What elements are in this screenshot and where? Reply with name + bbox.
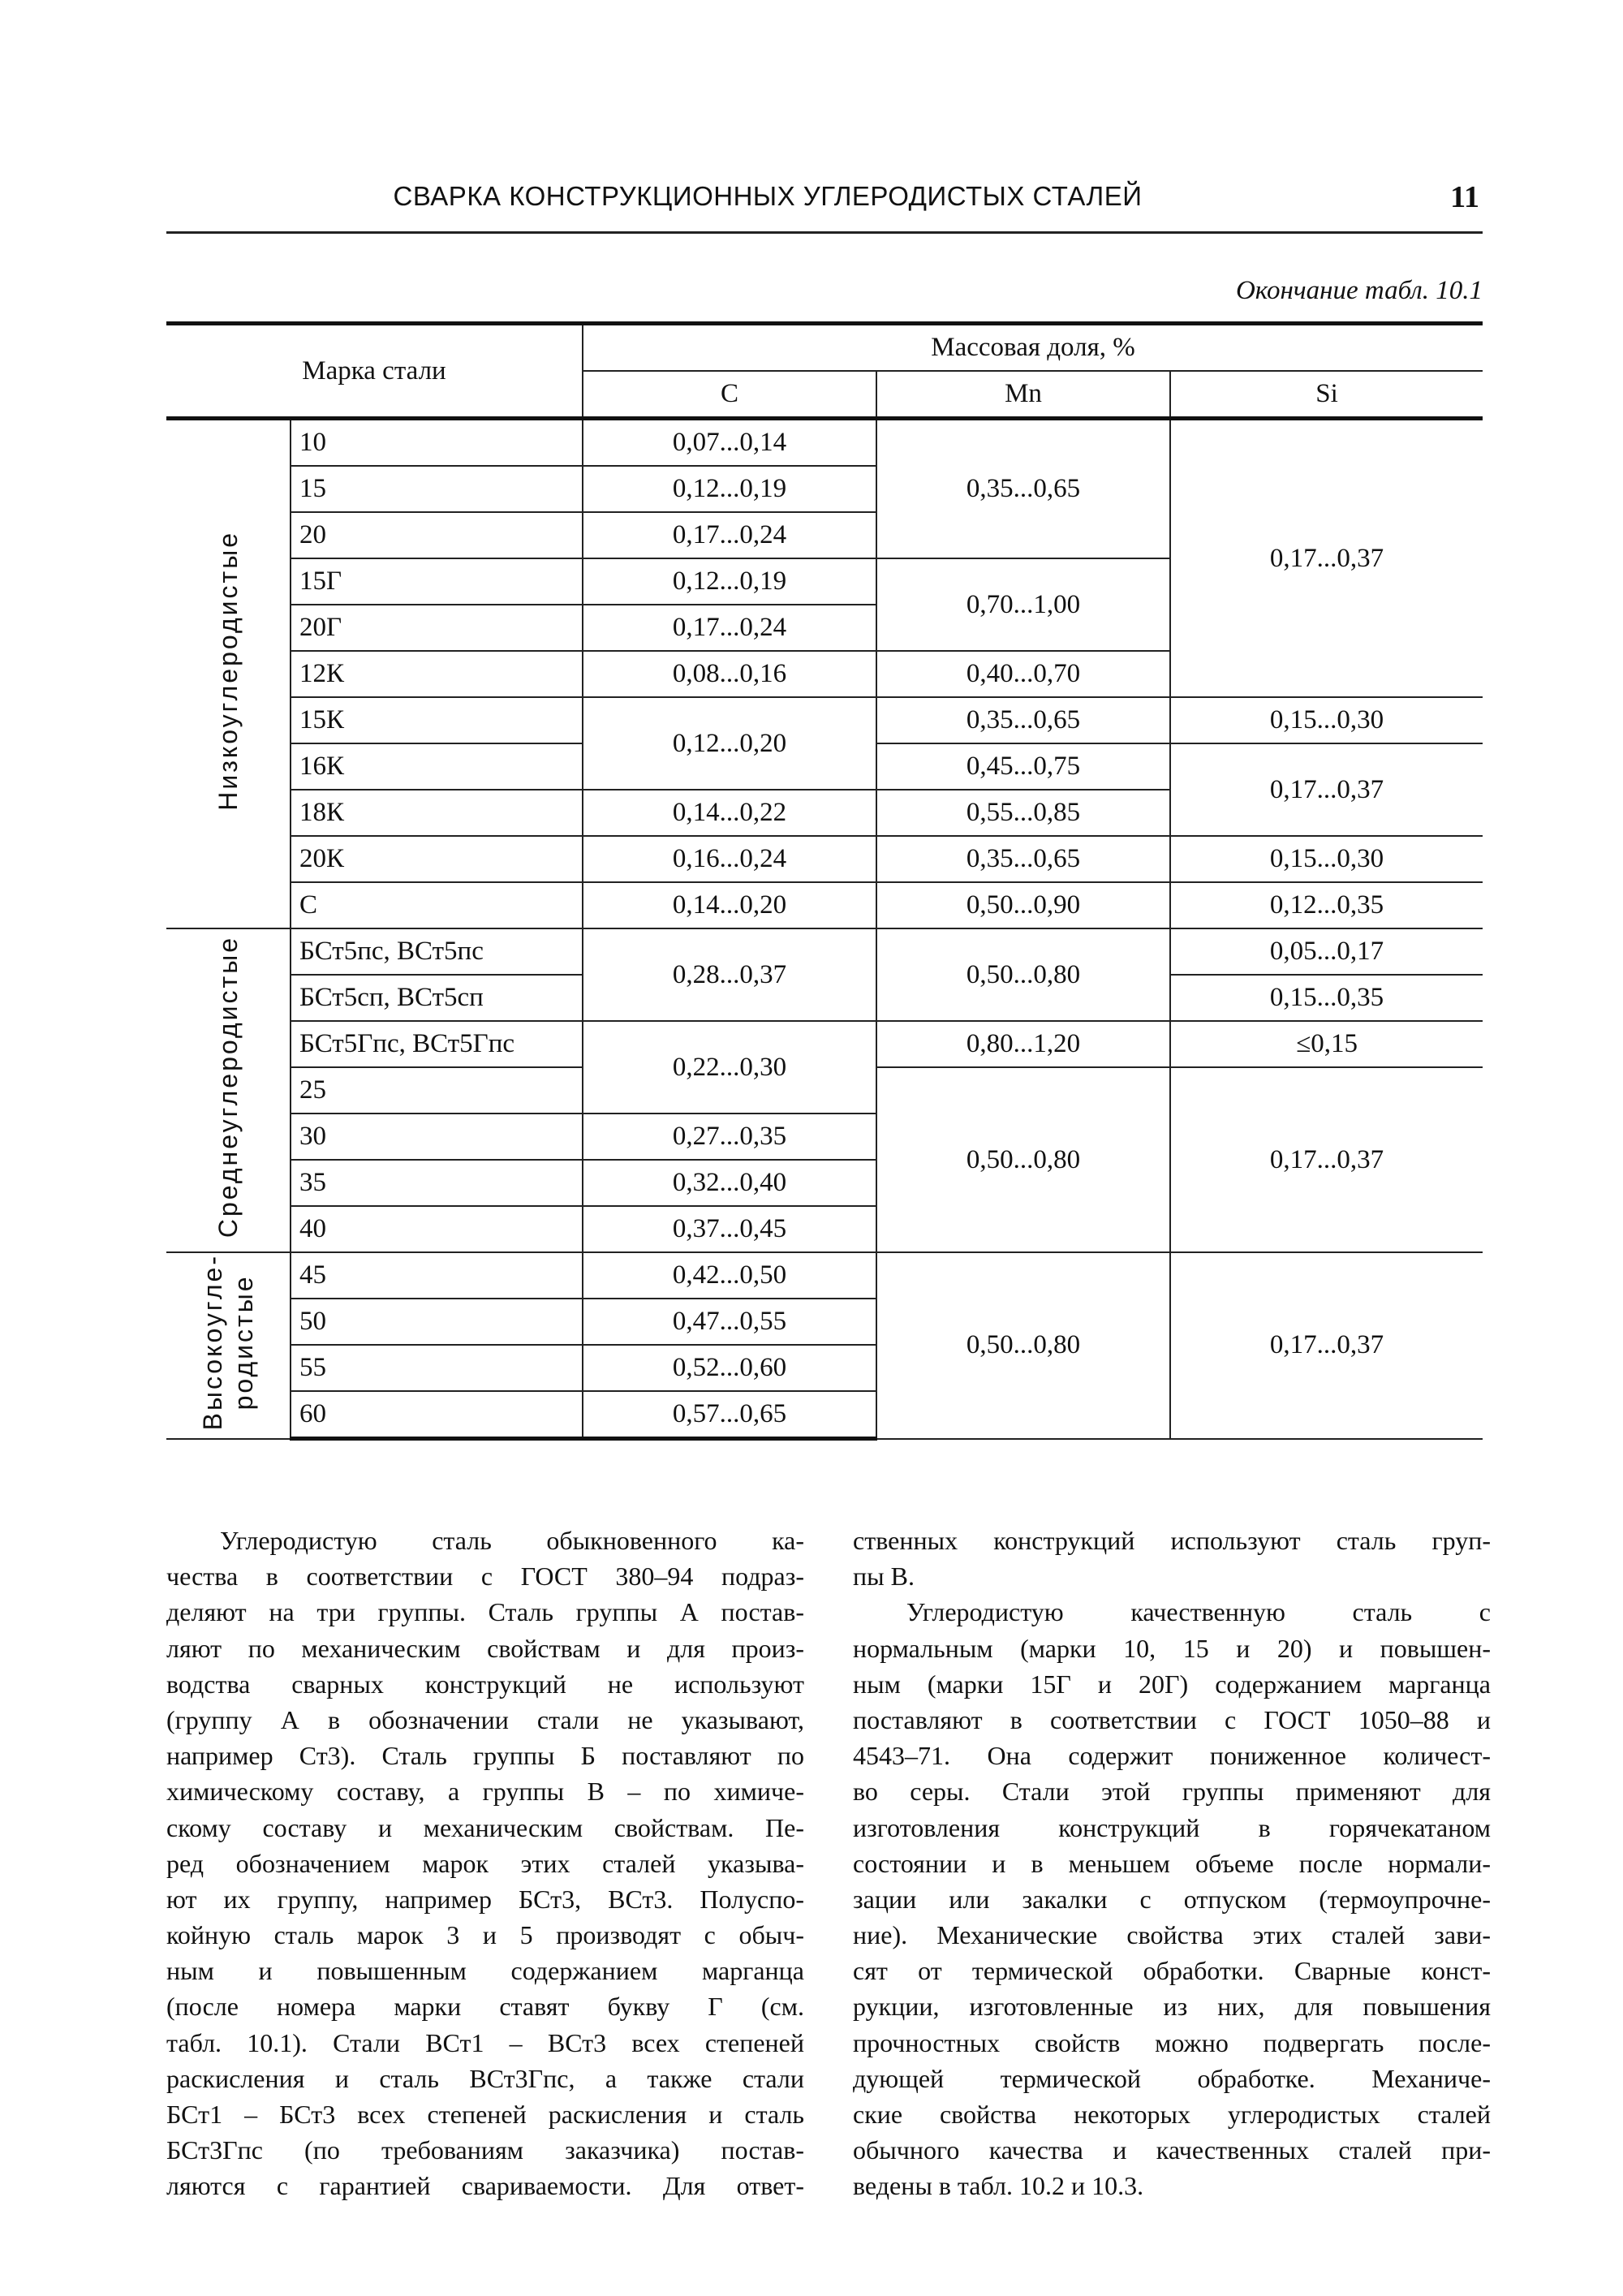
text-line: зации или закалки с отпуском (термоупрочне- (853, 1884, 1491, 1914)
mn-cell: 0,50...0,80 (876, 1252, 1170, 1439)
mn-cell: 0,35...0,65 (876, 836, 1170, 882)
text-column-left (166, 1523, 804, 2204)
text-line: ские свойства некоторых углеродистых сталей (853, 2100, 1491, 2129)
c-cell: 0,17...0,24 (583, 512, 876, 558)
c-cell: 0,12...0,19 (583, 558, 876, 605)
grade-cell: 30 (291, 1114, 583, 1160)
c-cell: 0,32...0,40 (583, 1160, 876, 1206)
mn-cell: 0,35...0,65 (876, 697, 1170, 743)
c-cell: 0,14...0,20 (583, 882, 876, 928)
si-cell: 0,17...0,37 (1170, 1252, 1483, 1439)
mn-cell: 0,35...0,65 (876, 419, 1170, 559)
si-cell: ≤0,15 (1170, 1021, 1483, 1067)
text-line: ным (марки 15Г и 20Г) содержанием марганца (853, 1669, 1491, 1699)
c-cell: 0,27...0,35 (583, 1114, 876, 1160)
text-line: ют их группу, например БСт3, ВСт3. Полуспо- (166, 1884, 804, 1914)
text-line: ние). Механические свойства этих сталей зави- (853, 1920, 1491, 1950)
c-cell: 0,07...0,14 (583, 419, 876, 467)
grade-cell: 12К (291, 651, 583, 697)
c-cell: 0,22...0,30 (583, 1021, 876, 1114)
table-row (166, 928, 1483, 975)
group-label: Высокоугле- родистые (198, 1253, 258, 1430)
text-line: дующей термической обработке. Механиче- (853, 2063, 1491, 2093)
steel-composition-table (166, 321, 1483, 1441)
header-c: C (583, 371, 876, 419)
table-row (166, 419, 1483, 467)
table-row (166, 697, 1483, 743)
text-line: обычного качества и качественных сталей при- (853, 2135, 1491, 2165)
text-line: пы В. (853, 1562, 915, 1592)
table-row (166, 836, 1483, 882)
mn-cell: 0,80...1,20 (876, 1021, 1170, 1067)
text-line: раскисления и сталь ВСт3Гпс, а также стали (166, 2063, 804, 2093)
grade-cell: 16К (291, 743, 583, 790)
grade-cell: 20Г (291, 605, 583, 651)
text-line: изготовления конструкций в горячекатаном (853, 1812, 1491, 1842)
header-si: Si (1170, 371, 1483, 419)
text-line: ным и повышенным содержанием марганца (166, 1956, 804, 1986)
header-mn: Mn (876, 371, 1170, 419)
text-line: 4543–71. Она содержит пониженное количест- (853, 1741, 1491, 1771)
text-line: Углеродистую сталь обыкновенного ка- (220, 1526, 804, 1555)
grade-cell: 50 (291, 1299, 583, 1345)
group-label: Низкоуглеродистые (213, 530, 243, 811)
grade-cell: 15 (291, 466, 583, 512)
c-cell: 0,52...0,60 (583, 1345, 876, 1391)
si-cell: 0,17...0,37 (1170, 1067, 1483, 1252)
text-line: поставляют в соответствии с ГОСТ 1050–88 и (853, 1704, 1491, 1734)
grade-cell: 45 (291, 1252, 583, 1299)
page-number: 11 (1450, 180, 1479, 214)
text-line: прочностных свойств можно подвергать после- (853, 2027, 1491, 2057)
text-line: БСт1 – БСт3 всех степеней раскисления и сталь (166, 2100, 804, 2129)
text-line: БСт3Гпс (по требованиям заказчика) постав- (166, 2135, 804, 2165)
mn-cell: 0,55...0,85 (876, 790, 1170, 836)
grade-cell: 15Г (291, 558, 583, 605)
grade-cell: 10 (291, 419, 583, 467)
mn-cell: 0,50...0,80 (876, 928, 1170, 1021)
table-row (166, 1252, 1483, 1299)
text-line: койную сталь марок 3 и 5 производят с обыч- (166, 1920, 804, 1950)
grade-cell: 18К (291, 790, 583, 836)
text-line: водства сварных конструкций не используют (166, 1669, 804, 1699)
text-line: скому составу и механическим свойствам. Пе- (166, 1812, 804, 1842)
text-line: состоянии и в меньшем объеме после нормали- (853, 1848, 1491, 1878)
grade-cell: С (291, 882, 583, 928)
c-cell: 0,16...0,24 (583, 836, 876, 882)
text-line: например Ст3). Сталь группы Б поставляют по (166, 1741, 804, 1771)
grade-cell: 40 (291, 1206, 583, 1252)
text-line: ственных конструкций используют сталь груп- (853, 1526, 1491, 1555)
text-line: (после номера марки ставят букву Г (см. (166, 1992, 804, 2022)
text-line: табл. 10.1). Стали ВСт1 – ВСт3 всех степеней (166, 2027, 804, 2057)
text-line: сят от термической обработки. Сварные конст- (853, 1956, 1491, 1986)
c-cell: 0,12...0,20 (583, 697, 876, 790)
text-line: (группу А в обозначении стали не указывают, (166, 1704, 804, 1734)
grade-cell: 20К (291, 836, 583, 882)
table-row (166, 882, 1483, 928)
grade-cell: 55 (291, 1345, 583, 1391)
grade-cell: БСт5пс, ВСт5пс (291, 928, 583, 975)
header-mass-fraction: Массовая доля, % (583, 324, 1483, 372)
c-cell: 0,08...0,16 (583, 651, 876, 697)
mn-cell: 0,50...0,80 (876, 1067, 1170, 1252)
si-cell: 0,15...0,30 (1170, 697, 1483, 743)
running-title: СВАРКА КОНСТРУКЦИОННЫХ УГЛЕРОДИСТЫХ СТАЛЕЙ (393, 181, 1143, 211)
mn-cell: 0,50...0,90 (876, 882, 1170, 928)
si-cell: 0,15...0,35 (1170, 975, 1483, 1021)
grade-cell: 35 (291, 1160, 583, 1206)
text-column-right (853, 1523, 1491, 2204)
si-cell: 0,17...0,37 (1170, 419, 1483, 698)
table-caption: Окончание табл. 10.1 (1235, 276, 1483, 305)
text-line: деляют на три группы. Сталь группы А постав- (166, 1597, 804, 1627)
text-line: ляют по механическим свойствам и для произ- (166, 1633, 804, 1663)
text-line: Углеродистую качественную сталь с (906, 1597, 1491, 1627)
table-row (166, 1021, 1483, 1067)
c-cell: 0,47...0,55 (583, 1299, 876, 1345)
grade-cell: БСт5Гпс, ВСт5Гпс (291, 1021, 583, 1067)
running-header (166, 174, 1483, 234)
text-line: во серы. Стали этой группы применяют для (853, 1777, 1491, 1807)
c-cell: 0,14...0,22 (583, 790, 876, 836)
table-body (166, 419, 1483, 1439)
text-line: ведены в табл. 10.2 и 10.3. (853, 2171, 1144, 2201)
text-line: рукции, изготовленные из них, для повышения (853, 1992, 1491, 2022)
text-line: чества в соответствии с ГОСТ 380–94 подраз- (166, 1562, 804, 1592)
header-grade: Марка стали (166, 324, 583, 419)
group-label: Среднеуглеродистые (213, 935, 243, 1238)
mn-cell: 0,70...1,00 (876, 558, 1170, 651)
si-cell: 0,17...0,37 (1170, 743, 1483, 836)
text-line: нормальным (марки 10, 15 и 20) и повышен- (853, 1633, 1491, 1663)
grade-cell: 60 (291, 1391, 583, 1439)
c-cell: 0,37...0,45 (583, 1206, 876, 1252)
c-cell: 0,42...0,50 (583, 1252, 876, 1299)
text-line: ляются с гарантией свариваемости. Для ответ- (166, 2171, 804, 2201)
c-cell: 0,17...0,24 (583, 605, 876, 651)
group-cell (166, 1252, 291, 1439)
mn-cell: 0,45...0,75 (876, 743, 1170, 790)
mn-cell: 0,40...0,70 (876, 651, 1170, 697)
text-line: химическому составу, а группы В – по химиче- (166, 1777, 804, 1807)
text-line: ред обозначением марок этих сталей указыва- (166, 1848, 804, 1878)
grade-cell: 25 (291, 1067, 583, 1114)
group-cell (166, 419, 291, 929)
si-cell: 0,12...0,35 (1170, 882, 1483, 928)
si-cell: 0,05...0,17 (1170, 928, 1483, 975)
grade-cell: БСт5сп, ВСт5сп (291, 975, 583, 1021)
c-cell: 0,12...0,19 (583, 466, 876, 512)
grade-cell: 20 (291, 512, 583, 558)
si-cell: 0,15...0,30 (1170, 836, 1483, 882)
c-cell: 0,57...0,65 (583, 1391, 876, 1439)
grade-cell: 15К (291, 697, 583, 743)
c-cell: 0,28...0,37 (583, 928, 876, 1021)
group-cell (166, 928, 291, 1252)
